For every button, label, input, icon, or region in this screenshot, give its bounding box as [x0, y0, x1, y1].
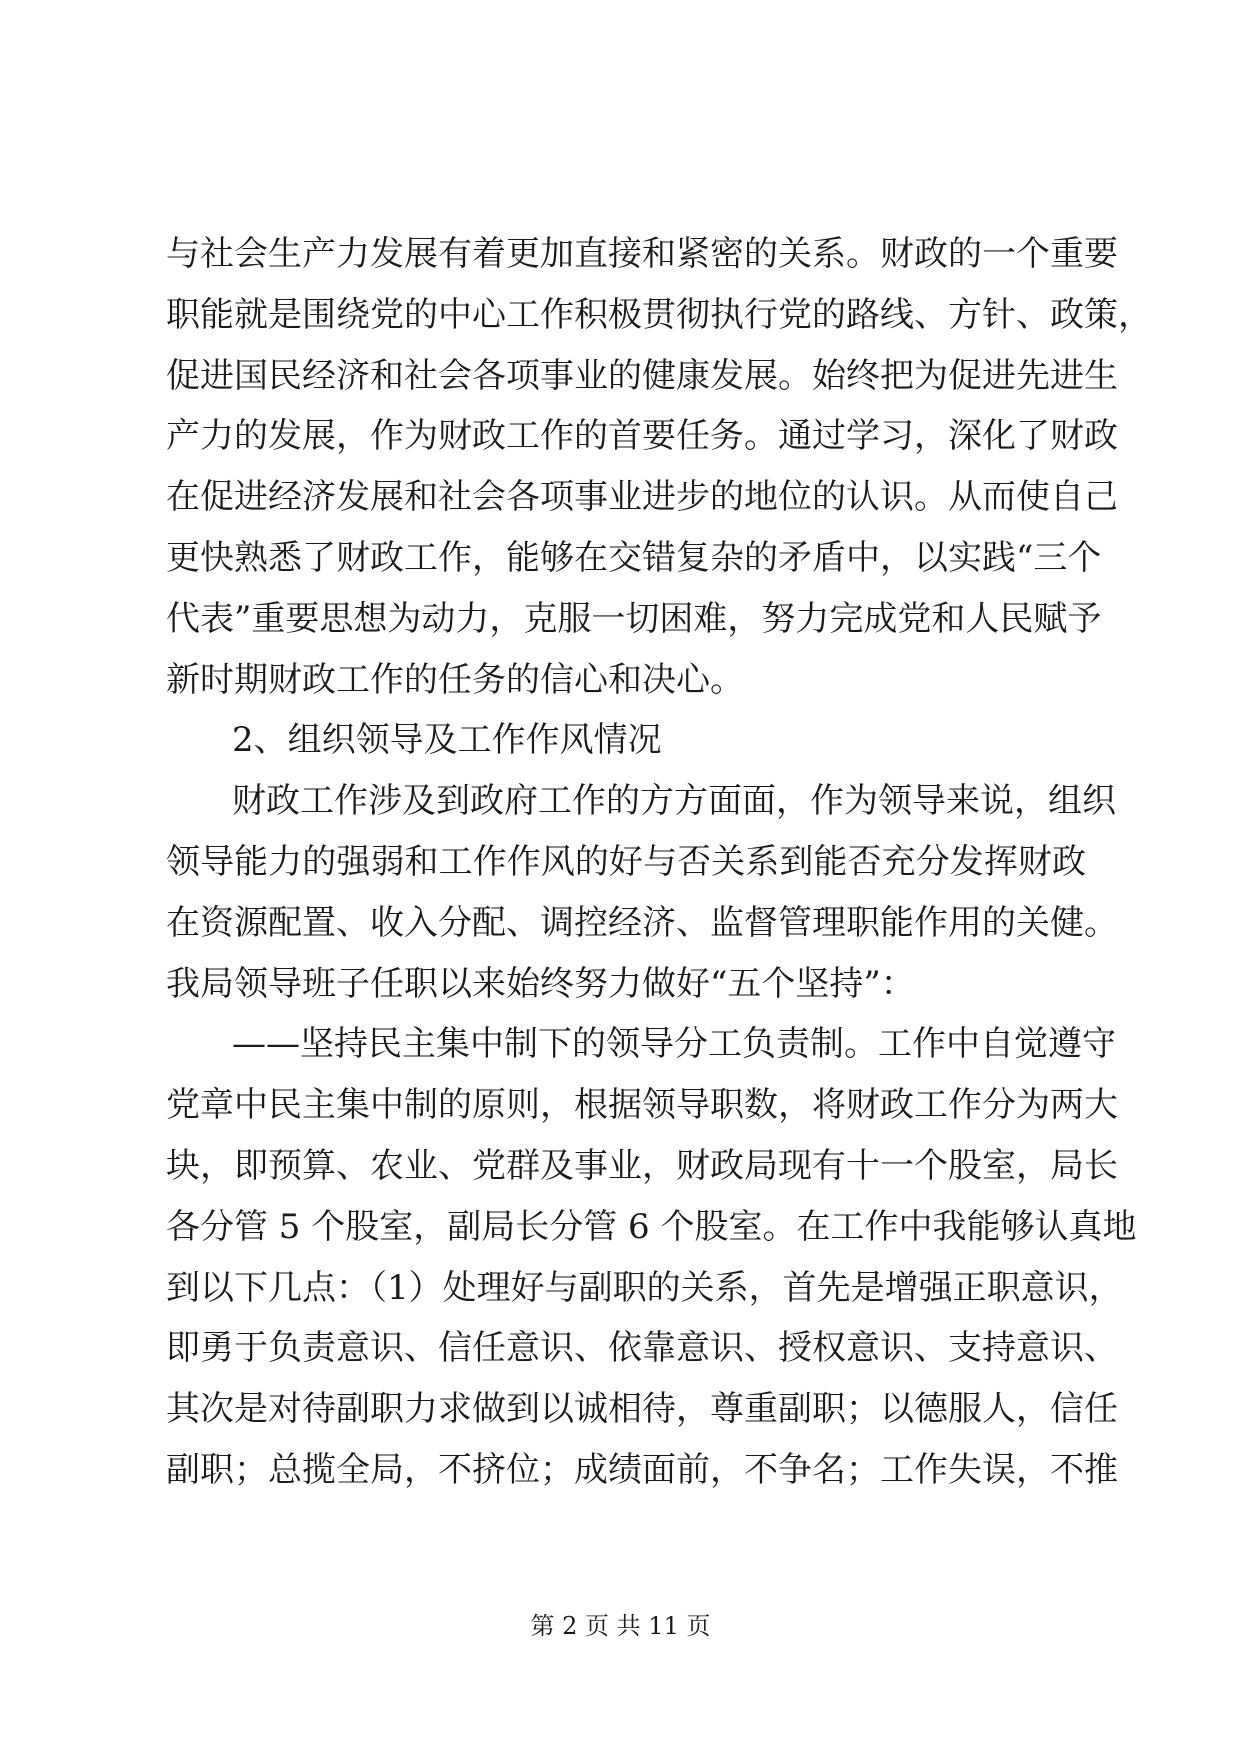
text-line: 财政工作涉及到政府工作的方方面面，作为领导来说，组织 [232, 781, 1116, 822]
text-line: 块，即预算、农业、党群及事业，财政局现有十一个股室，局长 [166, 1145, 1118, 1186]
text-line: 促进国民经济和社会各项事业的健康发展。始终把为促进先进生 [166, 355, 1118, 396]
text-line: 产力的发展，作为财政工作的首要任务。通过学习，深化了财政 [166, 416, 1118, 457]
document-body [166, 224, 1152, 1501]
text-line: 到以下几点：（1）处理好与副职的关系，首先是增强正职意识， [166, 1267, 1123, 1308]
text-line: 我局领导班子任职以来始终努力做好“五个坚持”： [166, 963, 915, 1004]
text-line: 2、组织领导及工作作风情况 [232, 720, 662, 761]
text-line: ——坚持民主集中制下的领导分工负责制。工作中自觉遵守 [232, 1024, 1116, 1065]
page-footer: 第 2 页 共 11 页 [530, 1612, 711, 1640]
text-line: 其次是对待副职力求做到以诚相待，尊重副职；以德服人，信任 [166, 1389, 1118, 1430]
text-line: 在资源配置、收入分配、调控经济、监督管理职能作用的关健。 [166, 902, 1118, 943]
text-line: 即勇于负责意识、信任意识、依靠意识、授权意识、支持意识、 [166, 1328, 1118, 1369]
text-line: 在促进经济发展和社会各项事业进步的地位的认识。从而使自己 [166, 477, 1118, 518]
text-line: 党章中民主集中制的原则，根据领导职数，将财政工作分为两大 [166, 1085, 1118, 1126]
text-line: 更快熟悉了财政工作，能够在交错复杂的矛盾中，以实践“三个 [166, 537, 1102, 578]
text-line: 代表”重要思想为动力，克服一切困难，努力完成党和人民赋予 [166, 598, 1102, 639]
text-line: 副职；总揽全局，不挤位；成绩面前，不争名；工作失误，不推 [166, 1449, 1118, 1490]
text-line: 各分管 5 个股室，副局长分管 6 个股室。在工作中我能够认真地 [166, 1206, 1137, 1247]
text-line: 与社会生产力发展有着更加直接和紧密的关系。财政的一个重要 [166, 234, 1118, 274]
text-line: 新时期财政工作的任务的信心和决心。 [166, 659, 744, 700]
text-line: 领导能力的强弱和工作作风的好与否关系到能否充分发挥财政 [166, 841, 1086, 882]
text-line: 职能就是围绕党的中心工作积极贯彻执行党的路线、方针、政策， [166, 294, 1152, 335]
